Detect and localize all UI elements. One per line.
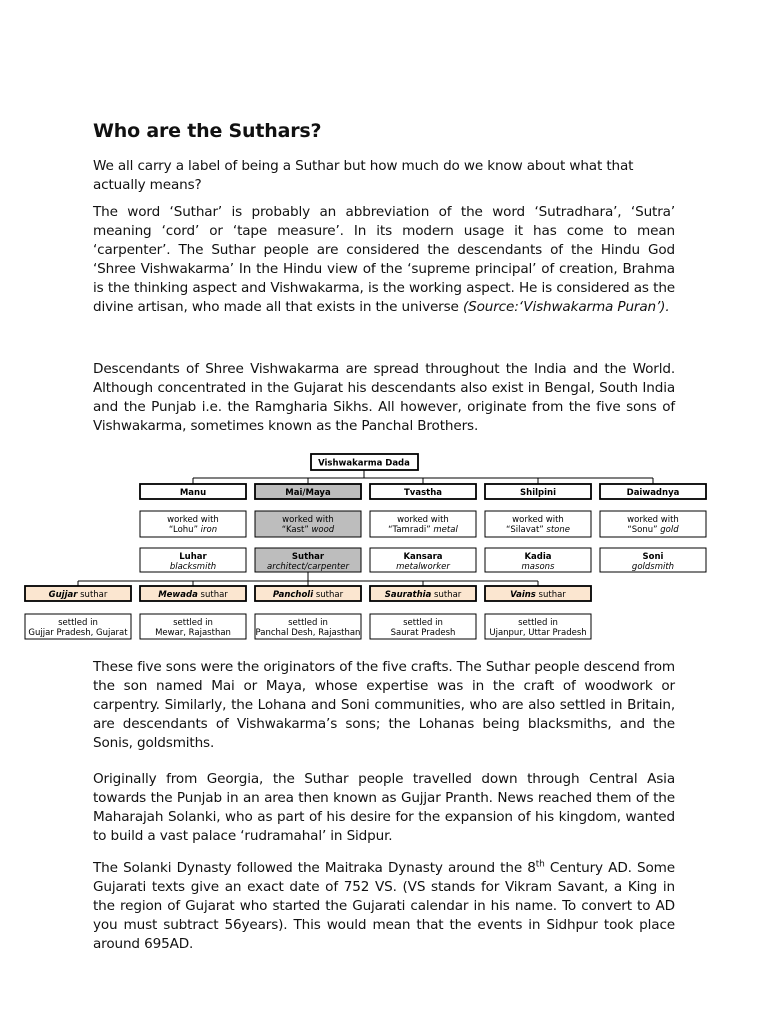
settled-label: settled in: [173, 618, 213, 628]
craft-name: Kadia: [524, 552, 552, 562]
lineage-diagram: [0, 445, 768, 645]
craft-desc: metalworker: [396, 562, 450, 572]
settled-label: settled in: [58, 618, 98, 628]
worked-with-label: worked with: [282, 515, 334, 525]
son-column-daiwadnya: [600, 484, 706, 572]
group-column-pancholi: [255, 586, 361, 639]
settled-label: settled in: [518, 618, 558, 628]
group-name: Mewada: [158, 590, 198, 600]
svg-text:Pancholi suthar: [273, 590, 344, 600]
source-citation: (Source:‘Vishwakarma Puran’).: [462, 299, 670, 315]
svg-text:“Lohu” iron: [169, 525, 217, 535]
group-column-saurathia: [370, 586, 476, 639]
descendants-paragraph: Descendants of Shree Vishwakarma are spread throughout the India and the World. Although concentrated in the Gujarat his descendants also exist in Bengal, South India and the Punjab i.e. the Ramgharia Sikhs. All however, originate from the five sons of Vishwakarma, sometimes known as the Panchal Brothers.: [93, 361, 675, 434]
material-name: “Kast”: [281, 525, 309, 535]
craft-name: Luhar: [179, 552, 207, 562]
material-type: gold: [657, 525, 679, 535]
group-suffix: suthar: [197, 590, 228, 600]
craft-name: Soni: [642, 552, 664, 562]
group-column-mewada: [140, 586, 246, 639]
settled-place: Mewar, Rajasthan: [155, 628, 231, 638]
group-column-gujjar: [25, 586, 131, 639]
material-name: “Tamradi”: [388, 525, 431, 535]
material-name: “Silavat”: [506, 525, 544, 535]
definition-text: The word ‘Suthar’ is probably an abbreviation of the word ‘Sutradhara’, ‘Sutra’ meaning ‘cord’ or ‘tape measure’. In its modern usage it has come to mean ‘carpenter’. The Suthar people are considered the descendants of the Hindu God ‘Shree Vishwakarma’ In the Hindu view of the ‘supreme principal’ of creation, Brahma is the thinking aspect and Vishwakarma, is the working aspect. He is considered as the divine artisan, who made all that exists in the universe: [93, 204, 675, 315]
material-name: “Lohu”: [168, 525, 198, 535]
son-name: Shilpini: [520, 488, 556, 498]
material-type: iron: [197, 525, 218, 535]
craft-desc: blacksmith: [169, 562, 217, 572]
craft-name: Suthar: [291, 552, 325, 562]
svg-text:Vains suthar: [510, 590, 566, 600]
dynasty-text-a: The Solanki Dynasty followed the Maitraka Dynasty around the 8: [93, 860, 536, 876]
svg-text:“Tamradi” metal: [388, 525, 458, 535]
craft-desc: masons: [521, 562, 555, 572]
svg-text:Mewada suthar: [158, 590, 228, 600]
worked-with-label: worked with: [627, 515, 679, 525]
group-name: Saurathia: [384, 590, 432, 600]
intro-paragraph: We all carry a label of being a Suthar but how much do we know about what that actually means?: [93, 158, 634, 193]
dynasty-text-b: Century AD. Some Gujarati texts give an exact date of 752 VS. (VS stands for Vikram Savant, a King in the region of Gujarat who started the Gujarati calendar in his name. To convert to AD you must subtract 56years). This would mean that the events in Sidhpur took place around 695AD.: [93, 860, 675, 952]
crafts-paragraph: These five sons were the originators of the five crafts. The Suthar people descend from the son named Mai or Maya, whose expertise was in the craft of woodwork or carpentry. Similarly, the Lohana and Soni communities, who are also settled in Britain, are descendants of Vishwakarma’s sons; the Lohanas being blacksmiths, and the Sonis, goldsmiths.: [93, 659, 675, 751]
son-column-shilpini: [485, 484, 591, 572]
son-name: Manu: [179, 488, 207, 498]
son-column-tvastha: [370, 484, 476, 572]
material-name: “Sonu”: [627, 525, 658, 535]
origin-paragraph: Originally from Georgia, the Suthar people travelled down through Central Asia towards the Punjab in an area then known as Gujjar Pranth. News reached them of the Maharajah Solanki, who as part of his desire for the expansion of his kingdom, wanted to build a vast palace ‘rudramahal’ in Sidpur.: [93, 771, 675, 844]
worked-with-label: worked with: [512, 515, 564, 525]
dynasty-paragraph: [93, 859, 675, 954]
son-column-mai-maya: [255, 484, 361, 572]
svg-text:Gujjar suthar: [49, 590, 108, 600]
material-type: wood: [308, 525, 335, 535]
svg-text:“Sonu” gold: [627, 525, 679, 535]
ordinal-suffix: th: [535, 859, 545, 870]
svg-text:“Silavat” stone: [506, 525, 570, 535]
group-name: Vains: [510, 590, 536, 600]
settled-label: settled in: [288, 618, 328, 628]
svg-text:“Kast” wood: [282, 525, 335, 535]
group-suffix: suthar: [431, 590, 462, 600]
group-name: Pancholi: [272, 590, 314, 600]
settled-place: Panchal Desh, Rajasthan: [255, 628, 361, 638]
material-type: stone: [543, 525, 570, 535]
settled-label: settled in: [403, 618, 443, 628]
group-column-vains: [485, 586, 591, 639]
craft-name: Kansara: [403, 552, 443, 562]
son-column-manu: [140, 484, 246, 572]
definition-paragraph: [93, 203, 675, 317]
settled-place: Gujjar Pradesh, Gujarat: [28, 628, 128, 638]
son-name: Mai/Maya: [285, 488, 331, 498]
group-suffix: suthar: [313, 590, 344, 600]
son-name: Tvastha: [404, 488, 442, 498]
worked-with-label: worked with: [397, 515, 449, 525]
group-suffix: suthar: [535, 590, 566, 600]
material-type: metal: [430, 525, 458, 535]
page-title: Who are the Suthars?: [93, 120, 322, 142]
settled-place: Saurat Pradesh: [390, 628, 456, 638]
settled-place: Ujanpur, Uttar Pradesh: [489, 628, 587, 638]
group-suffix: suthar: [77, 590, 108, 600]
svg-text:Saurathia suthar: [385, 590, 462, 600]
root-node-label: Vishwakarma Dada: [318, 458, 410, 469]
worked-with-label: worked with: [167, 515, 219, 525]
son-name: Daiwadnya: [626, 488, 680, 498]
craft-desc: architect/carpenter: [266, 562, 350, 572]
craft-desc: goldsmith: [631, 562, 675, 572]
group-name: Gujjar: [48, 590, 78, 600]
